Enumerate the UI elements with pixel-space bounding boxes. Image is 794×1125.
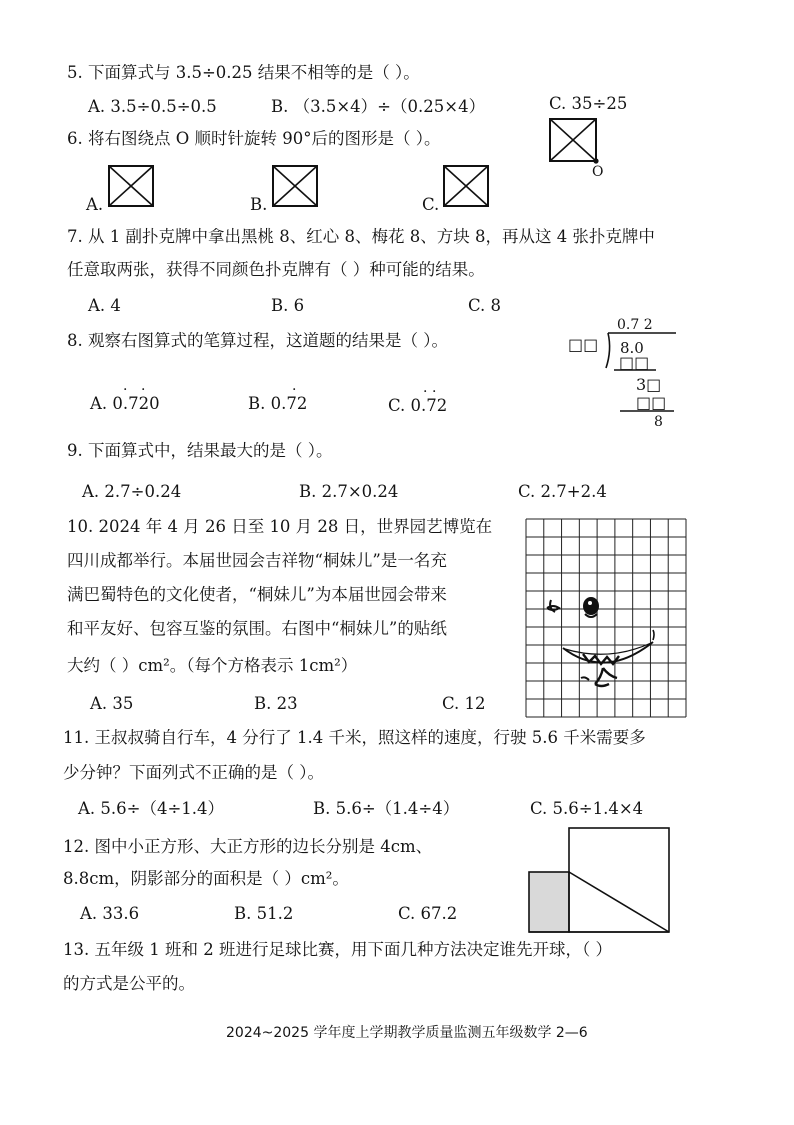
q8-stem: 8. 观察右图算式的笔算过程，这道题的结果是（ ）。: [67, 331, 448, 350]
q6-point-label: O: [592, 164, 604, 180]
q12-squares-figure: [528, 826, 672, 934]
q12-option-a: A. 33.6: [80, 904, 140, 923]
q10-grid-figure: [525, 518, 687, 718]
q10-line2: 四川成都举行。本届世园会吉祥物“桐妹儿”是一名充: [67, 551, 447, 570]
q8-option-b-text: B. 0.72: [248, 394, 308, 413]
q8-option-a-text: A. 0.720: [90, 394, 160, 413]
q12-line1: 12. 图中小正方形、大正方形的边长分别是 4cm、: [63, 837, 433, 856]
q10-option-a: A. 35: [90, 694, 134, 713]
repeating-dot-icon: ·: [432, 384, 437, 400]
mascot-sticker: [547, 598, 654, 686]
small-square-shading: [529, 872, 569, 932]
q9-option-b: B. 2.7×0.24: [299, 482, 399, 501]
q8-step-row2: 3□: [636, 375, 662, 394]
q8-option-c: [388, 384, 448, 417]
q12-option-c: C. 67.2: [398, 904, 458, 923]
q9-stem: 9. 下面算式中，结果最大的是（ ）。: [67, 441, 333, 460]
q7-option-c: C. 8: [468, 296, 502, 315]
q13-line2: 的方式是公平的。: [63, 974, 195, 993]
q10-line3: 满巴蜀特色的文化使者，“桐妹儿”为本届世园会带来: [67, 585, 447, 604]
q6-option-a-figure: [107, 164, 157, 210]
q8-dividend: 8.0: [620, 339, 644, 357]
q8-option-a: [90, 382, 160, 415]
q10-option-b: B. 23: [254, 694, 298, 713]
q5-option-b: B. （3.5×4）÷（0.25×4）: [271, 97, 486, 116]
q10-line5: 大约（ ）cm²。（每个方格表示 1cm²）: [67, 656, 358, 675]
repeating-dot-icon: ·: [141, 382, 146, 398]
q11-line1: 11. 王叔叔骑自行车，4 分行了 1.4 千米，照这样的速度，行驶 5.6 千米需要多: [63, 728, 646, 747]
q13-line1: 13. 五年级 1 班和 2 班进行足球比赛，用下面几种方法决定谁先开球，（ ）: [63, 940, 612, 959]
q7-line2: 任意取两张，获得不同颜色扑克牌有（ ）种可能的结果。: [67, 260, 485, 279]
q11-option-a: A. 5.6÷（4÷1.4）: [78, 799, 225, 818]
q5-stem: 5. 下面算式与 3.5÷0.25 结果不相等的是（ ）。: [67, 63, 420, 82]
q7-option-a: A. 4: [88, 296, 121, 315]
q6-option-b-label: B.: [250, 195, 268, 214]
q8-option-b: [248, 382, 308, 415]
q6-option-b-figure: [271, 164, 321, 210]
q8-option-c-text: C. 0.72: [388, 396, 448, 415]
q6-original-square-figure: [548, 117, 604, 167]
q9-option-a: A. 2.7÷0.24: [82, 482, 182, 501]
q8-quotient: 0.7 2: [617, 317, 653, 333]
q9-option-c: C. 2.7+2.4: [518, 482, 607, 501]
q6-stem: 6. 将右图绕点 O 顺时针旋转 90°后的图形是（ ）。: [67, 129, 441, 148]
q11-option-c: C. 5.6÷1.4×4: [530, 799, 644, 818]
q8-step-row3: □□: [636, 393, 667, 412]
q8-divisor: □□: [568, 335, 599, 354]
q6-option-c-label: C.: [422, 195, 440, 214]
q8-step-row1: □□: [619, 353, 650, 372]
q12-line2: 8.8cm，阴影部分的面积是（ ）cm²。: [63, 869, 349, 888]
repeating-dot-icon: ·: [423, 384, 428, 400]
q7-option-b: B. 6: [271, 296, 305, 315]
page-footer: 2024~2025 学年度上学期教学质量监测五年级数学 2—6: [226, 1025, 588, 1041]
q5-option-c: C. 35÷25: [549, 94, 628, 113]
q11-line2: 少分钟？下面列式不正确的是（ ）。: [63, 763, 324, 782]
q7-line1: 7. 从 1 副扑克牌中拿出黑桃 8、红心 8、梅花 8、方块 8，再从这 4 张扑克牌中: [67, 227, 655, 246]
q11-option-b: B. 5.6÷（1.4÷4）: [313, 799, 460, 818]
q6-option-a-label: A.: [86, 195, 104, 214]
q8-remainder: 8: [654, 414, 663, 430]
q6-option-c-figure: [442, 164, 492, 210]
q5-option-a: A. 3.5÷0.5÷0.5: [88, 97, 217, 116]
q10-option-c: C. 12: [442, 694, 486, 713]
q12-option-b: B. 51.2: [234, 904, 294, 923]
q10-line1: 10. 2024 年 4 月 26 日至 10 月 28 日，世界园艺博览在: [67, 517, 493, 536]
repeating-dot-icon: ·: [123, 382, 128, 398]
q10-line4: 和平友好、包容互鉴的氛围。右图中“桐妹儿”的贴纸: [67, 619, 447, 638]
repeating-dot-icon: ·: [292, 382, 297, 398]
